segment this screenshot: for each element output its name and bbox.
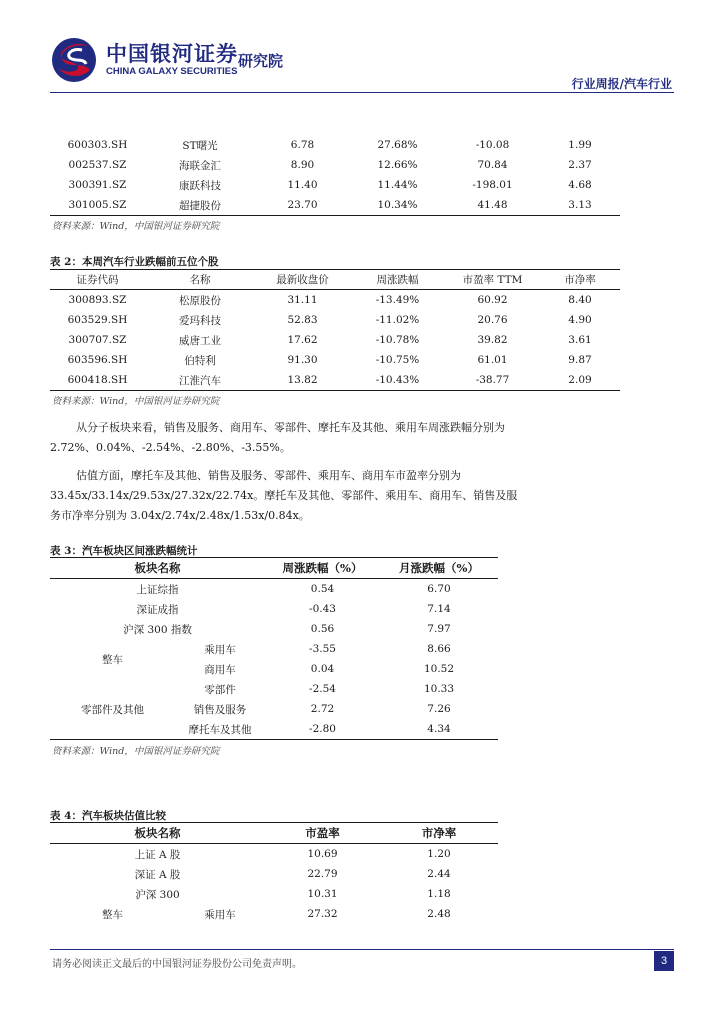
sector-name: 上证 A 股 bbox=[134, 848, 181, 861]
weekly-change: 10.34% bbox=[377, 199, 418, 211]
pb: 9.87 bbox=[568, 354, 592, 366]
table-row bbox=[50, 370, 620, 391]
column-header: 市盈率 TTM bbox=[445, 270, 540, 290]
stock-code: 300391.SZ bbox=[68, 179, 127, 191]
close-price: 17.62 bbox=[287, 334, 318, 346]
table-row bbox=[50, 639, 498, 659]
stock-name: 爱玛科技 bbox=[179, 314, 221, 327]
weekly-change: 0.54 bbox=[310, 583, 335, 595]
column-header: 板块名称 bbox=[50, 558, 265, 579]
monthly-change: 7.14 bbox=[427, 603, 451, 615]
table-caption: 表 2：本周汽车行业跌幅前五位个股 bbox=[50, 256, 219, 268]
weekly-change: -3.55 bbox=[309, 643, 336, 655]
source-note: 资料来源：Wind，中国银河证券研究院 bbox=[52, 396, 220, 407]
close-price: 52.83 bbox=[287, 314, 318, 326]
pe-ttm: 39.82 bbox=[477, 334, 508, 346]
weekly-change: -11.02% bbox=[375, 314, 420, 326]
paragraph-subsector-performance bbox=[50, 418, 630, 458]
table-row bbox=[50, 679, 498, 699]
report-category: 行业周报/汽车行业 bbox=[571, 77, 672, 91]
sector-name: 沪深 300 指数 bbox=[123, 623, 192, 636]
group-label: 整车 bbox=[102, 653, 123, 666]
close-price: 8.90 bbox=[290, 159, 315, 171]
monthly-change: 7.26 bbox=[427, 703, 451, 715]
pb: 4.68 bbox=[568, 179, 592, 191]
table-row bbox=[50, 619, 498, 639]
stock-code: 600303.SH bbox=[67, 139, 128, 151]
column-header: 市净率 bbox=[540, 270, 620, 290]
pb: 8.40 bbox=[568, 294, 592, 306]
logo-institute: 研究院 bbox=[238, 52, 284, 70]
pb: 3.13 bbox=[568, 199, 592, 211]
pb: 1.99 bbox=[568, 139, 592, 151]
close-price: 31.11 bbox=[287, 294, 318, 306]
close-price: 13.82 bbox=[287, 374, 318, 386]
weekly-change: -2.54 bbox=[309, 683, 336, 695]
weekly-change: 12.66% bbox=[377, 159, 418, 171]
table-header-row bbox=[50, 823, 498, 844]
monthly-change: 6.70 bbox=[427, 583, 451, 595]
pb-ratio: 1.18 bbox=[427, 888, 451, 900]
table-header-row bbox=[50, 270, 620, 290]
close-price: 11.40 bbox=[287, 179, 318, 191]
monthly-change: 4.34 bbox=[427, 723, 451, 735]
pe-ratio: 10.31 bbox=[307, 888, 338, 900]
table-row bbox=[50, 864, 498, 884]
weekly-change: 2.72 bbox=[310, 703, 335, 715]
stock-code: 600418.SH bbox=[67, 374, 128, 386]
pe-ttm: 41.48 bbox=[477, 199, 508, 211]
weekly-change: 0.56 bbox=[310, 623, 335, 635]
table-row bbox=[50, 310, 620, 330]
pe-ratio: 27.32 bbox=[307, 908, 338, 920]
column-header: 周涨跌幅（%） bbox=[265, 558, 380, 579]
sector-name: 深证成指 bbox=[136, 603, 179, 616]
table-row bbox=[50, 844, 498, 865]
stock-code: 300707.SZ bbox=[68, 334, 127, 346]
stock-code: 002537.SZ bbox=[68, 159, 127, 171]
weekly-change: 0.04 bbox=[310, 663, 335, 675]
close-price: 91.30 bbox=[287, 354, 318, 366]
table-caption: 表 3：汽车板块区间涨跌幅统计 bbox=[50, 545, 198, 557]
paragraph-line: 33.45x/33.14x/29.53x/27.32x/22.74x。摩托车及其他、零部件、乘用车、商用车、销售及服 bbox=[50, 489, 518, 502]
column-header: 市盈率 bbox=[265, 823, 380, 844]
column-header: 证券代码 bbox=[50, 270, 145, 290]
pb: 4.90 bbox=[568, 314, 592, 326]
weekly-change: -10.75% bbox=[375, 354, 420, 366]
stock-name: 松原股份 bbox=[179, 294, 221, 307]
pb: 3.61 bbox=[568, 334, 592, 346]
paragraph-line: 务市净率分别为 3.04x/2.74x/2.48x/1.53x/0.84x。 bbox=[50, 509, 310, 522]
table-row bbox=[50, 599, 498, 619]
stock-name: 康跃科技 bbox=[179, 179, 221, 192]
sector-valuation-table bbox=[50, 822, 498, 924]
table-row bbox=[50, 330, 620, 350]
table-header-row bbox=[50, 558, 498, 579]
stock-name: 伯特利 bbox=[184, 354, 216, 367]
weekly-change: 27.68% bbox=[377, 139, 418, 151]
page-number: 3 bbox=[654, 951, 674, 971]
weekly-change: -10.43% bbox=[375, 374, 420, 386]
close-price: 6.78 bbox=[290, 139, 315, 151]
pb: 2.09 bbox=[568, 374, 592, 386]
logo-chinese-name: 中国银河证券 bbox=[106, 42, 238, 66]
source-note: 资料来源：Wind，中国银河证券研究院 bbox=[52, 746, 220, 757]
pe-ratio: 10.69 bbox=[307, 848, 338, 860]
stock-name: 威唐工业 bbox=[179, 334, 221, 347]
table-row bbox=[50, 195, 620, 216]
weekly-change: -0.43 bbox=[309, 603, 336, 615]
column-header: 板块名称 bbox=[50, 823, 265, 844]
table-row bbox=[50, 135, 620, 155]
company-logo bbox=[50, 36, 300, 84]
group-label: 零部件及其他 bbox=[81, 703, 144, 716]
monthly-change: 7.97 bbox=[427, 623, 451, 635]
table-row bbox=[50, 350, 620, 370]
monthly-change: 10.52 bbox=[423, 663, 455, 675]
pe-ttm: 70.84 bbox=[477, 159, 508, 171]
stock-code: 603596.SH bbox=[67, 354, 128, 366]
pb-ratio: 1.20 bbox=[427, 848, 451, 860]
column-header: 市净率 bbox=[380, 823, 498, 844]
paragraph-valuation bbox=[50, 466, 630, 526]
stock-code: 603529.SH bbox=[67, 314, 128, 326]
weekly-change: -13.49% bbox=[375, 294, 420, 306]
pe-ratio: 22.79 bbox=[307, 868, 338, 880]
pe-ttm: 20.76 bbox=[477, 314, 508, 326]
table-row bbox=[50, 884, 498, 904]
table-row bbox=[50, 155, 620, 175]
table-row bbox=[50, 904, 498, 924]
galaxy-logo-icon bbox=[50, 36, 98, 84]
stock-name: 江淮汽车 bbox=[179, 374, 221, 387]
pb-ratio: 2.48 bbox=[427, 908, 451, 920]
pe-ttm: 61.01 bbox=[477, 354, 508, 366]
pe-ttm: -198.01 bbox=[472, 179, 513, 191]
sector-performance-table bbox=[50, 557, 498, 740]
pb-ratio: 2.44 bbox=[427, 868, 451, 880]
column-header: 最新收盘价 bbox=[255, 270, 350, 290]
column-header: 名称 bbox=[145, 270, 255, 290]
close-price: 23.70 bbox=[287, 199, 318, 211]
footer-divider bbox=[50, 949, 674, 950]
pe-ttm: 60.92 bbox=[477, 294, 508, 306]
header-divider bbox=[50, 92, 674, 93]
table-row bbox=[50, 579, 498, 600]
stock-name: 超捷股份 bbox=[179, 199, 221, 212]
group-label: 整车 bbox=[102, 908, 123, 921]
stock-code: 301005.SZ bbox=[68, 199, 127, 211]
sector-name: 乘用车 bbox=[204, 908, 236, 921]
table-row bbox=[50, 175, 620, 195]
paragraph-line: 估值方面，摩托车及其他、销售及服务、零部件、乘用车、商用车市盈率分别为 bbox=[76, 469, 461, 482]
sector-name: 零部件 bbox=[204, 683, 236, 696]
sector-name: 沪深 300 bbox=[135, 888, 180, 901]
stock-name: ST曙光 bbox=[182, 139, 218, 152]
sector-name: 乘用车 bbox=[204, 643, 236, 656]
sector-name: 销售及服务 bbox=[193, 703, 247, 716]
top-gainers-table-continued bbox=[50, 135, 620, 216]
pb: 2.37 bbox=[568, 159, 592, 171]
table-caption: 表 4：汽车板块估值比较 bbox=[50, 810, 166, 822]
weekly-change: -10.78% bbox=[375, 334, 420, 346]
weekly-change: 11.44% bbox=[377, 179, 418, 191]
stock-name: 海联金汇 bbox=[179, 159, 221, 172]
monthly-change: 8.66 bbox=[427, 643, 451, 655]
pe-ttm: -38.77 bbox=[475, 374, 510, 386]
monthly-change: 10.33 bbox=[423, 683, 455, 695]
column-header: 月涨跌幅（%） bbox=[380, 558, 498, 579]
weekly-change: -2.80 bbox=[309, 723, 336, 735]
source-note: 资料来源：Wind，中国银河证券研究院 bbox=[52, 221, 220, 232]
table-row bbox=[50, 290, 620, 311]
stock-code: 300893.SZ bbox=[68, 294, 127, 306]
sector-name: 摩托车及其他 bbox=[188, 723, 252, 736]
footer-disclaimer: 请务必阅读正文最后的中国银河证券股份公司免责声明。 bbox=[52, 959, 302, 970]
logo-english-name: CHINA GALAXY SECURITIES bbox=[106, 66, 238, 77]
paragraph-line: 2.72%、0.04%、-2.54%、-2.80%、-3.55%。 bbox=[50, 441, 291, 454]
sector-name: 上证综指 bbox=[136, 583, 179, 596]
column-header: 周涨跌幅 bbox=[350, 270, 445, 290]
paragraph-line: 从分子板块来看，销售及服务、商用车、零部件、摩托车及其他、乘用车周涨跌幅分别为 bbox=[76, 421, 505, 434]
pe-ttm: -10.08 bbox=[475, 139, 510, 151]
top-losers-table bbox=[50, 269, 620, 391]
sector-name: 深证 A 股 bbox=[134, 868, 181, 881]
sector-name: 商用车 bbox=[204, 663, 236, 676]
